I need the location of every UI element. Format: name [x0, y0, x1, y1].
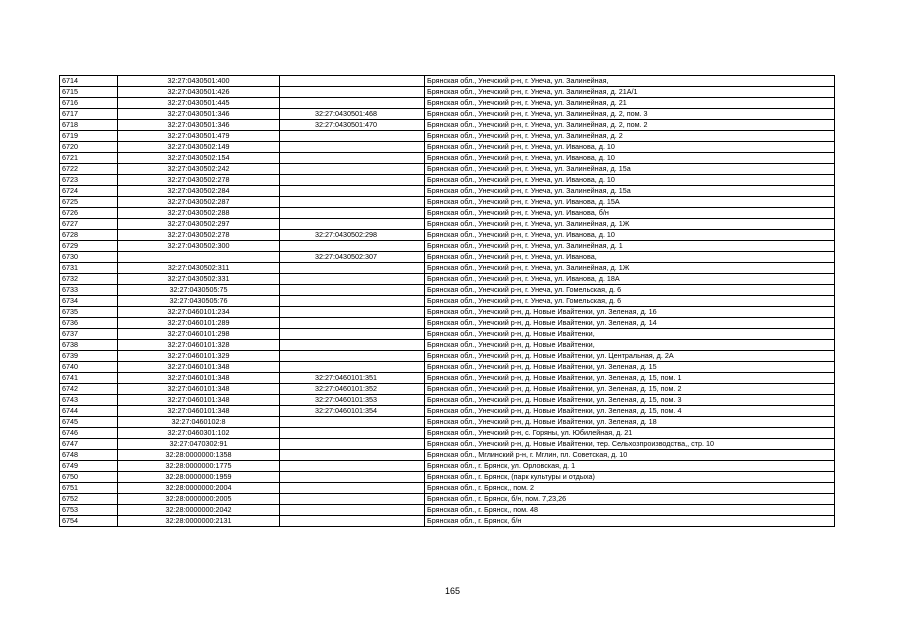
cell-address: Брянская обл., г. Брянск, б/н: [425, 516, 835, 527]
cell-address: Брянская обл., Унечский р-н, г. Унеча, ул. Залинейная, д. 1: [425, 241, 835, 252]
page-number: 165: [444, 586, 461, 596]
cell-address: Брянская обл., Унечский р-н, г. Унеча, ул. Иванова, б/н: [425, 208, 835, 219]
cell-address: Брянская обл., Унечский р-н, г. Унеча, ул. Иванова, д. 15А: [425, 197, 835, 208]
cell-parent-cadastral-number: [280, 186, 425, 197]
table-row: [60, 428, 835, 439]
cell-row-number: 6722: [60, 164, 118, 175]
cell-cadastral-number: 32:27:0430501:426: [118, 87, 280, 98]
cell-row-number: 6733: [60, 285, 118, 296]
cell-address: Брянская обл., Унечский р-н, д. Новые Ивайтенки,: [425, 329, 835, 340]
cell-parent-cadastral-number: 32:27:0460101:353: [280, 395, 425, 406]
cell-row-number: 6751: [60, 483, 118, 494]
cell-address: Брянская обл., Унечский р-н, д. Новые Ивайтенки, ул. Зеленая, д. 15: [425, 362, 835, 373]
cell-parent-cadastral-number: [280, 76, 425, 87]
cell-parent-cadastral-number: [280, 175, 425, 186]
table-row: [60, 450, 835, 461]
cell-parent-cadastral-number: [280, 472, 425, 483]
table-row: [60, 340, 835, 351]
table-row: [60, 153, 835, 164]
cell-cadastral-number: 32:27:0460301:102: [118, 428, 280, 439]
cell-parent-cadastral-number: [280, 197, 425, 208]
cell-row-number: 6728: [60, 230, 118, 241]
cell-cadastral-number: 32:27:0430501:445: [118, 98, 280, 109]
table-row: [60, 461, 835, 472]
table-row: [60, 120, 835, 131]
cell-address: Брянская обл., Унечский р-н, д. Новые Ивайтенки, ул. Зеленая, д. 15, пом. 1: [425, 373, 835, 384]
table-row: [60, 483, 835, 494]
cell-parent-cadastral-number: [280, 318, 425, 329]
cell-parent-cadastral-number: 32:27:0430501:470: [280, 120, 425, 131]
cell-address: Брянская обл., Унечский р-н, г. Унеча, ул. Иванова, д. 10: [425, 175, 835, 186]
cell-row-number: 6732: [60, 274, 118, 285]
cell-address: Брянская обл., Унечский р-н, г. Унеча, ул. Залинейная, д. 21А/1: [425, 87, 835, 98]
cell-row-number: 6739: [60, 351, 118, 362]
cell-parent-cadastral-number: [280, 307, 425, 318]
cell-parent-cadastral-number: [280, 483, 425, 494]
cell-row-number: 6725: [60, 197, 118, 208]
cell-parent-cadastral-number: [280, 263, 425, 274]
table-row: [60, 219, 835, 230]
table-row: [60, 296, 835, 307]
table-row: [60, 230, 835, 241]
cell-cadastral-number: 32:27:0460101:348: [118, 373, 280, 384]
cell-cadastral-number: 32:28:0000000:2004: [118, 483, 280, 494]
cell-cadastral-number: 32:27:0430501:400: [118, 76, 280, 87]
cell-address: Брянская обл., Унечский р-н, г. Унеча, ул. Залинейная, д. 15а: [425, 164, 835, 175]
table-row: [60, 384, 835, 395]
table-row: [60, 505, 835, 516]
cell-row-number: 6740: [60, 362, 118, 373]
table-row: [60, 175, 835, 186]
cell-row-number: 6730: [60, 252, 118, 263]
cell-cadastral-number: 32:27:0430502:297: [118, 219, 280, 230]
cell-cadastral-number: 32:27:0460101:298: [118, 329, 280, 340]
cell-cadastral-number: 32:27:0430502:300: [118, 241, 280, 252]
cell-row-number: 6726: [60, 208, 118, 219]
cell-cadastral-number: 32:27:0460101:348: [118, 406, 280, 417]
cell-address: Брянская обл., Унечский р-н, д. Новые Ивайтенки, ул. Зеленая, д. 14: [425, 318, 835, 329]
cell-row-number: 6717: [60, 109, 118, 120]
cell-parent-cadastral-number: [280, 208, 425, 219]
cell-cadastral-number: 32:27:0430501:346: [118, 120, 280, 131]
cell-address: Брянская обл., Унечский р-н, д. Новые Ивайтенки, ул. Зеленая, д. 15, пом. 3: [425, 395, 835, 406]
cell-address: Брянская обл., Унечский р-н, г. Унеча, ул. Иванова, д. 10: [425, 230, 835, 241]
cell-cadastral-number: 32:27:0430502:242: [118, 164, 280, 175]
cell-row-number: 6720: [60, 142, 118, 153]
cell-parent-cadastral-number: 32:27:0430501:468: [280, 109, 425, 120]
cell-row-number: 6724: [60, 186, 118, 197]
table-row: [60, 329, 835, 340]
cell-cadastral-number: 32:27:0430502:288: [118, 208, 280, 219]
cell-row-number: 6719: [60, 131, 118, 142]
cell-cadastral-number: 32:27:0430502:331: [118, 274, 280, 285]
cell-parent-cadastral-number: [280, 296, 425, 307]
cell-cadastral-number: 32:28:0000000:2005: [118, 494, 280, 505]
cell-cadastral-number: 32:27:0430502:154: [118, 153, 280, 164]
cell-parent-cadastral-number: [280, 439, 425, 450]
cell-cadastral-number: 32:28:0000000:1959: [118, 472, 280, 483]
table-row: [60, 252, 835, 263]
table-body: [60, 76, 835, 527]
cell-row-number: 6750: [60, 472, 118, 483]
cell-parent-cadastral-number: [280, 351, 425, 362]
cell-cadastral-number: 32:28:0000000:1775: [118, 461, 280, 472]
table-row: [60, 76, 835, 87]
table-row: [60, 87, 835, 98]
table-row: [60, 197, 835, 208]
cell-row-number: 6716: [60, 98, 118, 109]
cell-address: Брянская обл., Унечский р-н, д. Новые Ивайтенки, ул. Зеленая, д. 18: [425, 417, 835, 428]
cell-parent-cadastral-number: [280, 450, 425, 461]
table-row: [60, 318, 835, 329]
cell-address: Брянская обл., Унечский р-н, д. Новые Ивайтенки, ул. Центральная, д. 2А: [425, 351, 835, 362]
cell-parent-cadastral-number: [280, 417, 425, 428]
table-row: [60, 307, 835, 318]
cell-parent-cadastral-number: [280, 98, 425, 109]
cell-parent-cadastral-number: [280, 362, 425, 373]
table-row: [60, 98, 835, 109]
cell-parent-cadastral-number: [280, 505, 425, 516]
cell-row-number: 6744: [60, 406, 118, 417]
cell-address: Брянская обл., Унечский р-н, г. Унеча, ул. Залинейная, д. 2, пом. 2: [425, 120, 835, 131]
cell-parent-cadastral-number: 32:27:0460101:354: [280, 406, 425, 417]
cell-row-number: 6752: [60, 494, 118, 505]
cell-address: Брянская обл., г. Брянск, ул. Орловская, д. 1: [425, 461, 835, 472]
cell-address: Брянская обл., Унечский р-н, г. Унеча, ул. Залинейная,: [425, 76, 835, 87]
cell-row-number: 6742: [60, 384, 118, 395]
cell-address: Брянская обл., Унечский р-н, г. Унеча, ул. Залинейная, д. 1Ж: [425, 219, 835, 230]
cell-cadastral-number: 32:27:0430505:76: [118, 296, 280, 307]
cell-cadastral-number: 32:27:0460101:289: [118, 318, 280, 329]
cell-cadastral-number: 32:28:0000000:2131: [118, 516, 280, 527]
table-row: [60, 472, 835, 483]
registry-table: [59, 75, 835, 527]
cell-address: Брянская обл., Унечский р-н, с. Горяны, ул. Юбилейная, д. 21: [425, 428, 835, 439]
cell-cadastral-number: 32:27:0460101:348: [118, 362, 280, 373]
cell-cadastral-number: 32:27:0430502:284: [118, 186, 280, 197]
cell-row-number: 6721: [60, 153, 118, 164]
cell-row-number: 6735: [60, 307, 118, 318]
cell-cadastral-number: 32:27:0460101:234: [118, 307, 280, 318]
cell-cadastral-number: 32:28:0000000:1358: [118, 450, 280, 461]
cell-row-number: 6714: [60, 76, 118, 87]
cell-parent-cadastral-number: [280, 494, 425, 505]
cell-cadastral-number: 32:27:0430501:346: [118, 109, 280, 120]
table-row: [60, 131, 835, 142]
cell-address: Брянская обл., Унечский р-н, г. Унеча, ул. Иванова,: [425, 252, 835, 263]
cell-address: Брянская обл., Унечский р-н, д. Новые Ивайтенки, ул. Зеленая, д. 15, пом. 4: [425, 406, 835, 417]
cell-row-number: 6754: [60, 516, 118, 527]
table-row: [60, 142, 835, 153]
cell-cadastral-number: 32:27:0460101:328: [118, 340, 280, 351]
table-row: [60, 362, 835, 373]
table-row: [60, 274, 835, 285]
cell-cadastral-number: 32:27:0430505:75: [118, 285, 280, 296]
cell-parent-cadastral-number: [280, 285, 425, 296]
cell-address: Брянская обл., Унечский р-н, д. Новые Ивайтенки, тер. Сельхозпроизводства,, стр. 10: [425, 439, 835, 450]
cell-parent-cadastral-number: [280, 516, 425, 527]
cell-cadastral-number: 32:27:0430502:278: [118, 175, 280, 186]
cell-cadastral-number: 32:28:0000000:2042: [118, 505, 280, 516]
cell-parent-cadastral-number: [280, 274, 425, 285]
cell-address: Брянская обл., Унечский р-н, г. Унеча, ул. Залинейная, д. 21: [425, 98, 835, 109]
table-row: [60, 439, 835, 450]
cell-address: Брянская обл., Унечский р-н, д. Новые Ивайтенки,: [425, 340, 835, 351]
table-row: [60, 395, 835, 406]
cell-parent-cadastral-number: [280, 153, 425, 164]
cell-address: Брянская обл., Унечский р-н, г. Унеча, ул. Залинейная, д. 2, пом. 3: [425, 109, 835, 120]
cell-parent-cadastral-number: [280, 241, 425, 252]
cell-address: Брянская обл., Унечский р-н, г. Унеча, ул. Иванова, д. 10: [425, 153, 835, 164]
cell-parent-cadastral-number: [280, 142, 425, 153]
cell-row-number: 6748: [60, 450, 118, 461]
cell-parent-cadastral-number: 32:27:0430502:298: [280, 230, 425, 241]
table-row: [60, 285, 835, 296]
cell-cadastral-number: 32:27:0460102:8: [118, 417, 280, 428]
table-row: [60, 208, 835, 219]
cell-address: Брянская обл., г. Брянск,, пом. 48: [425, 505, 835, 516]
cell-row-number: 6747: [60, 439, 118, 450]
cell-parent-cadastral-number: 32:27:0460101:352: [280, 384, 425, 395]
cell-parent-cadastral-number: [280, 87, 425, 98]
cell-address: Брянская обл., Унечский р-н, г. Унеча, ул. Гомельская, д. 6: [425, 296, 835, 307]
cell-row-number: 6731: [60, 263, 118, 274]
table-row: [60, 164, 835, 175]
cell-cadastral-number: [118, 252, 280, 263]
cell-row-number: 6737: [60, 329, 118, 340]
cell-parent-cadastral-number: [280, 219, 425, 230]
cell-row-number: 6723: [60, 175, 118, 186]
cell-cadastral-number: 32:27:0460101:348: [118, 395, 280, 406]
table-row: [60, 351, 835, 362]
cell-cadastral-number: 32:27:0460101:348: [118, 384, 280, 395]
table-row: [60, 373, 835, 384]
cell-row-number: 6734: [60, 296, 118, 307]
cell-row-number: 6727: [60, 219, 118, 230]
table-row: [60, 109, 835, 120]
cell-cadastral-number: 32:27:0430501:479: [118, 131, 280, 142]
cell-address: Брянская обл., г. Брянск, б/н, пом. 7,23,26: [425, 494, 835, 505]
cell-address: Брянская обл., Мглинский р-н, г. Мглин, пл. Советская, д. 10: [425, 450, 835, 461]
cell-address: Брянская обл., Унечский р-н, г. Унеча, ул. Залинейная, д. 2: [425, 131, 835, 142]
cell-row-number: 6753: [60, 505, 118, 516]
cell-cadastral-number: 32:27:0470302:91: [118, 439, 280, 450]
cell-row-number: 6718: [60, 120, 118, 131]
cell-parent-cadastral-number: [280, 428, 425, 439]
cell-parent-cadastral-number: 32:27:0430502:307: [280, 252, 425, 263]
cell-address: Брянская обл., Унечский р-н, г. Унеча, ул. Залинейная, д. 1Ж: [425, 263, 835, 274]
table-row: [60, 241, 835, 252]
cell-row-number: 6738: [60, 340, 118, 351]
table-row: [60, 406, 835, 417]
cell-row-number: 6741: [60, 373, 118, 384]
cell-parent-cadastral-number: [280, 340, 425, 351]
table-row: [60, 494, 835, 505]
cell-address: Брянская обл., Унечский р-н, д. Новые Ивайтенки, ул. Зеленая, д. 15, пом. 2: [425, 384, 835, 395]
table-row: [60, 516, 835, 527]
cell-row-number: 6743: [60, 395, 118, 406]
cell-parent-cadastral-number: [280, 329, 425, 340]
table-row: [60, 186, 835, 197]
cell-parent-cadastral-number: [280, 164, 425, 175]
cell-cadastral-number: 32:27:0430502:149: [118, 142, 280, 153]
cell-address: Брянская обл., г. Брянск, (парк культуры и отдыха): [425, 472, 835, 483]
cell-row-number: 6745: [60, 417, 118, 428]
cell-row-number: 6715: [60, 87, 118, 98]
cell-cadastral-number: 32:27:0430502:278: [118, 230, 280, 241]
cell-row-number: 6746: [60, 428, 118, 439]
cell-address: Брянская обл., Унечский р-н, г. Унеча, ул. Залинейная, д. 15а: [425, 186, 835, 197]
cell-address: Брянская обл., Унечский р-н, д. Новые Ивайтенки, ул. Зеленая, д. 16: [425, 307, 835, 318]
cell-parent-cadastral-number: [280, 131, 425, 142]
cell-cadastral-number: 32:27:0430502:311: [118, 263, 280, 274]
cell-address: Брянская обл., Унечский р-н, г. Унеча, ул. Гомельская, д. 6: [425, 285, 835, 296]
cell-cadastral-number: 32:27:0460101:329: [118, 351, 280, 362]
cell-parent-cadastral-number: [280, 461, 425, 472]
cell-parent-cadastral-number: 32:27:0460101:351: [280, 373, 425, 384]
cell-address: Брянская обл., Унечский р-н, г. Унеча, ул. Иванова, д. 10: [425, 142, 835, 153]
table-row: [60, 417, 835, 428]
cell-row-number: 6749: [60, 461, 118, 472]
cell-cadastral-number: 32:27:0430502:287: [118, 197, 280, 208]
table-row: [60, 263, 835, 274]
cell-row-number: 6729: [60, 241, 118, 252]
cell-address: Брянская обл., Унечский р-н, г. Унеча, ул. Иванова, д. 18А: [425, 274, 835, 285]
cell-address: Брянская обл., г. Брянск,, пом. 2: [425, 483, 835, 494]
cell-row-number: 6736: [60, 318, 118, 329]
